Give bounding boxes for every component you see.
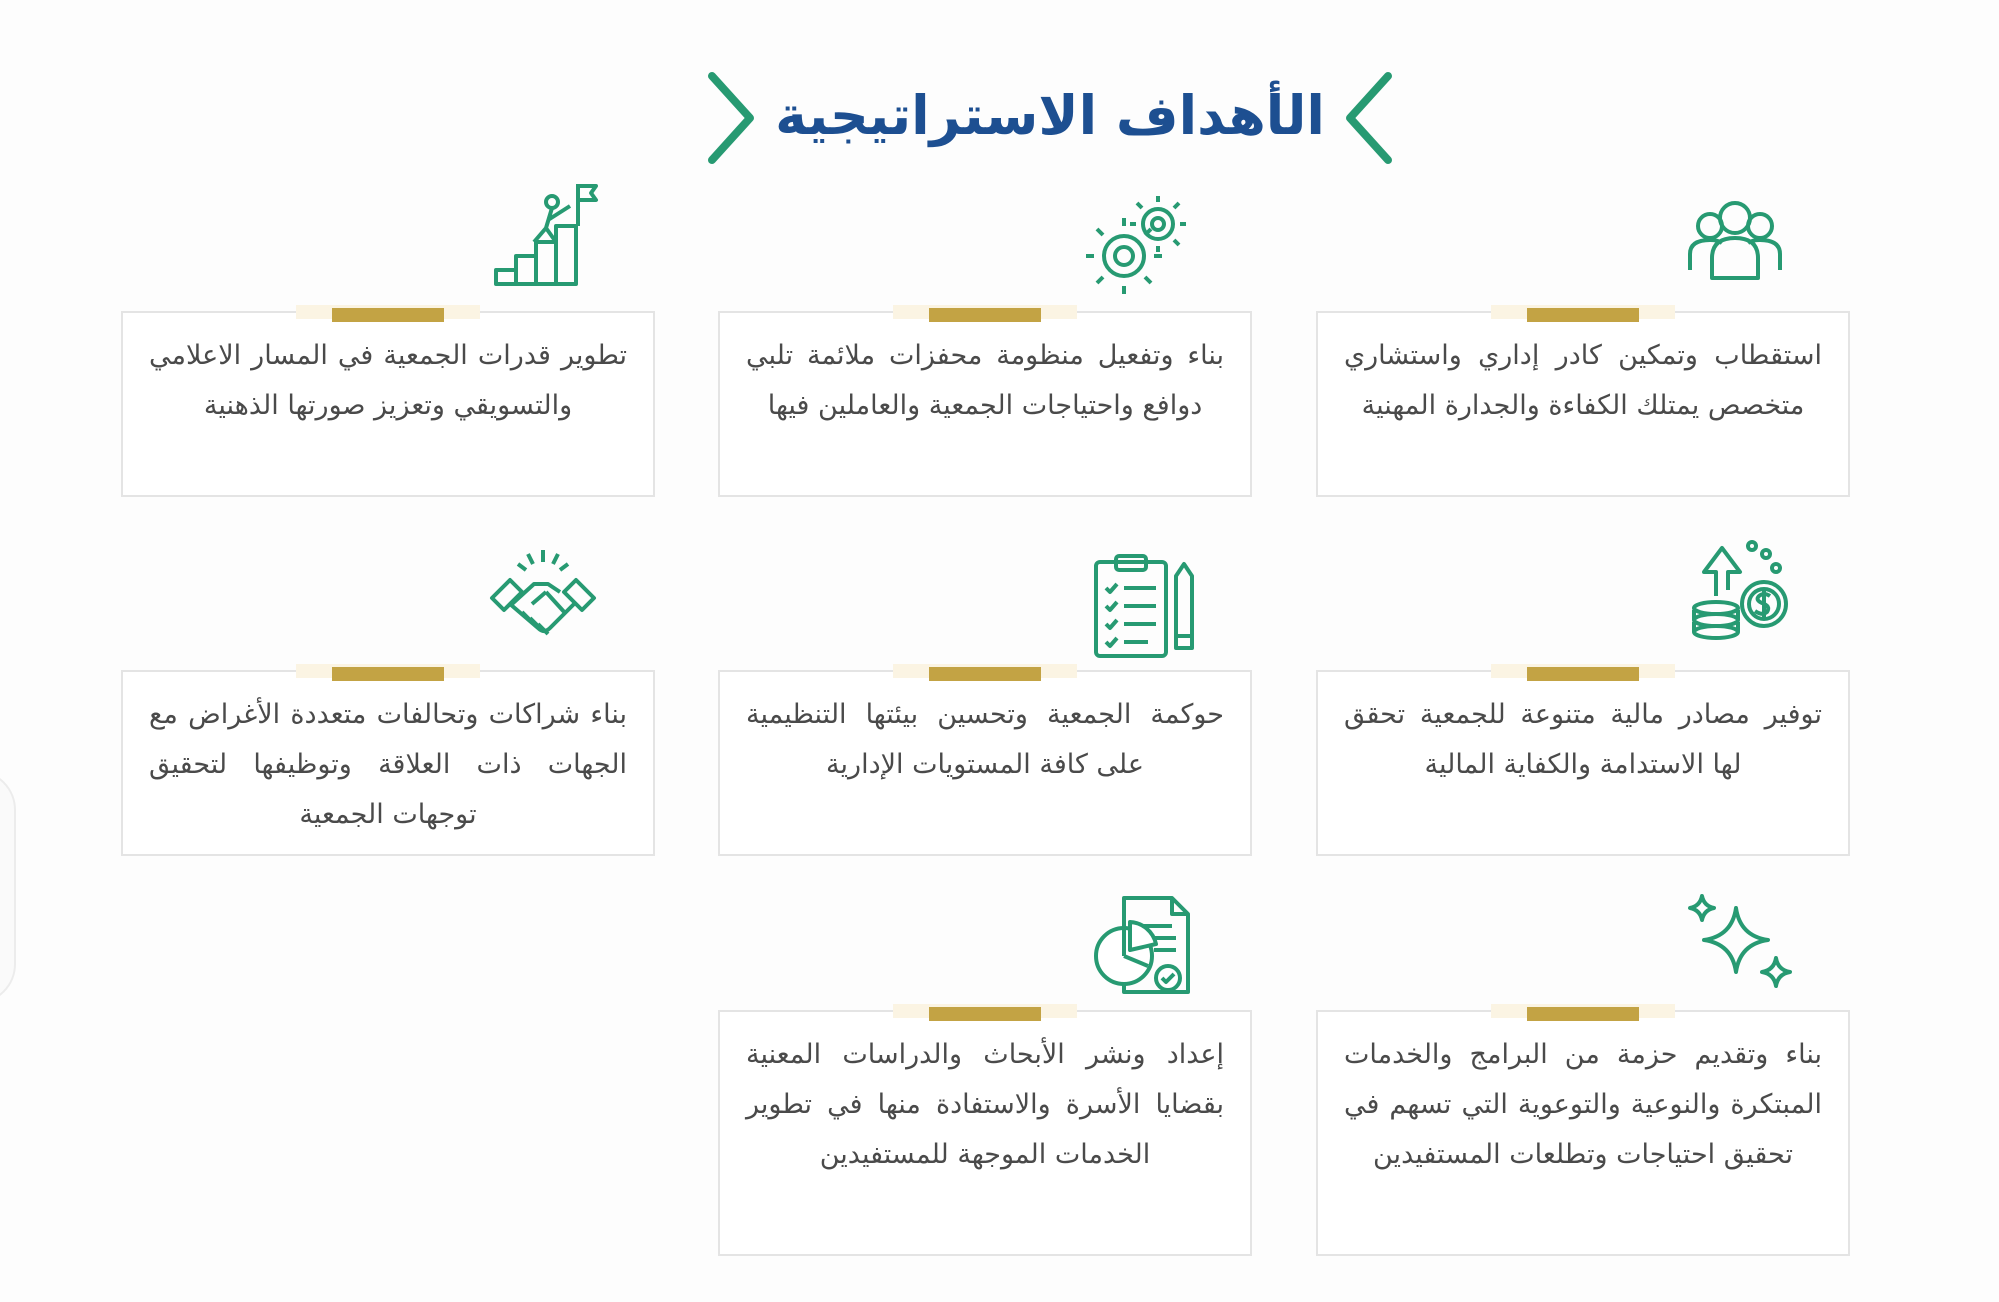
checklist-clipboard-icon [1088, 552, 1198, 662]
card-accent-bar [1527, 308, 1639, 322]
goal-text: استقطاب وتمكين كادر إداري واستشاري متخصص يمتلك الكفاءة والجدارة المهنية [1344, 340, 1822, 421]
sparkles-icon [1688, 892, 1798, 1002]
goal-card-4 [1316, 670, 1850, 856]
goal-text: بناء وتفعيل منظومة محفزات ملائمة تلبي دوافع واحتياجات الجمعية والعاملين فيها [746, 340, 1224, 421]
chevron-left-icon [1340, 70, 1400, 166]
goal-text: تطوير قدرات الجمعية في المسار الاعلامي والتسويقي وتعزيز صورتها الذهنية [149, 340, 627, 421]
handshake-icon [488, 546, 598, 656]
people-group-icon [1680, 188, 1790, 298]
goal-text: إعداد ونشر الأبحاث والدراسات المعنية بقضايا الأسرة والاستفادة منها في تطوير الخدمات الموجهة للمستفيدين [746, 1039, 1224, 1170]
card-accent-bar [929, 667, 1041, 681]
goal-text: بناء شراكات وتحالفات متعددة الأغراض مع الجهات ذات العلاقة وتوظيفها لتحقيق توجهات الجمعية [149, 699, 627, 830]
card-accent-bar [929, 1007, 1041, 1021]
goal-card-3 [121, 311, 655, 497]
section-header [700, 60, 1400, 170]
research-report-icon [1088, 892, 1198, 1002]
gears-icon [1084, 188, 1194, 298]
money-growth-icon [1686, 534, 1796, 644]
goal-text: حوكمة الجمعية وتحسين بيئتها التنظيمية على كافة المستويات الإدارية [746, 699, 1224, 780]
goal-card-8 [718, 1010, 1252, 1256]
goal-card-6 [121, 670, 655, 856]
card-accent-bar [1527, 1007, 1639, 1021]
card-accent-bar [929, 308, 1041, 322]
decorative-side-shape [0, 770, 16, 1004]
card-accent-bar [332, 308, 444, 322]
goal-card-7 [1316, 1010, 1850, 1256]
goal-card-5 [718, 670, 1252, 856]
page-title: الأهداف الاستراتيجية [775, 84, 1325, 147]
chevron-right-icon [700, 70, 760, 166]
goal-text: توفير مصادر مالية متنوعة للجمعية تحقق لها الاستدامة والكفاية المالية [1344, 699, 1822, 780]
card-accent-bar [1527, 667, 1639, 681]
goal-card-1 [1316, 311, 1850, 497]
success-stairs-flag-icon [490, 180, 600, 290]
goal-text: بناء وتقديم حزمة من البرامج والخدمات المبتكرة والنوعية والتوعوية التي تسهم في تحقيق احتياجات وتطلعات المستفيدين [1344, 1039, 1822, 1170]
goal-card-2 [718, 311, 1252, 497]
card-accent-bar [332, 667, 444, 681]
